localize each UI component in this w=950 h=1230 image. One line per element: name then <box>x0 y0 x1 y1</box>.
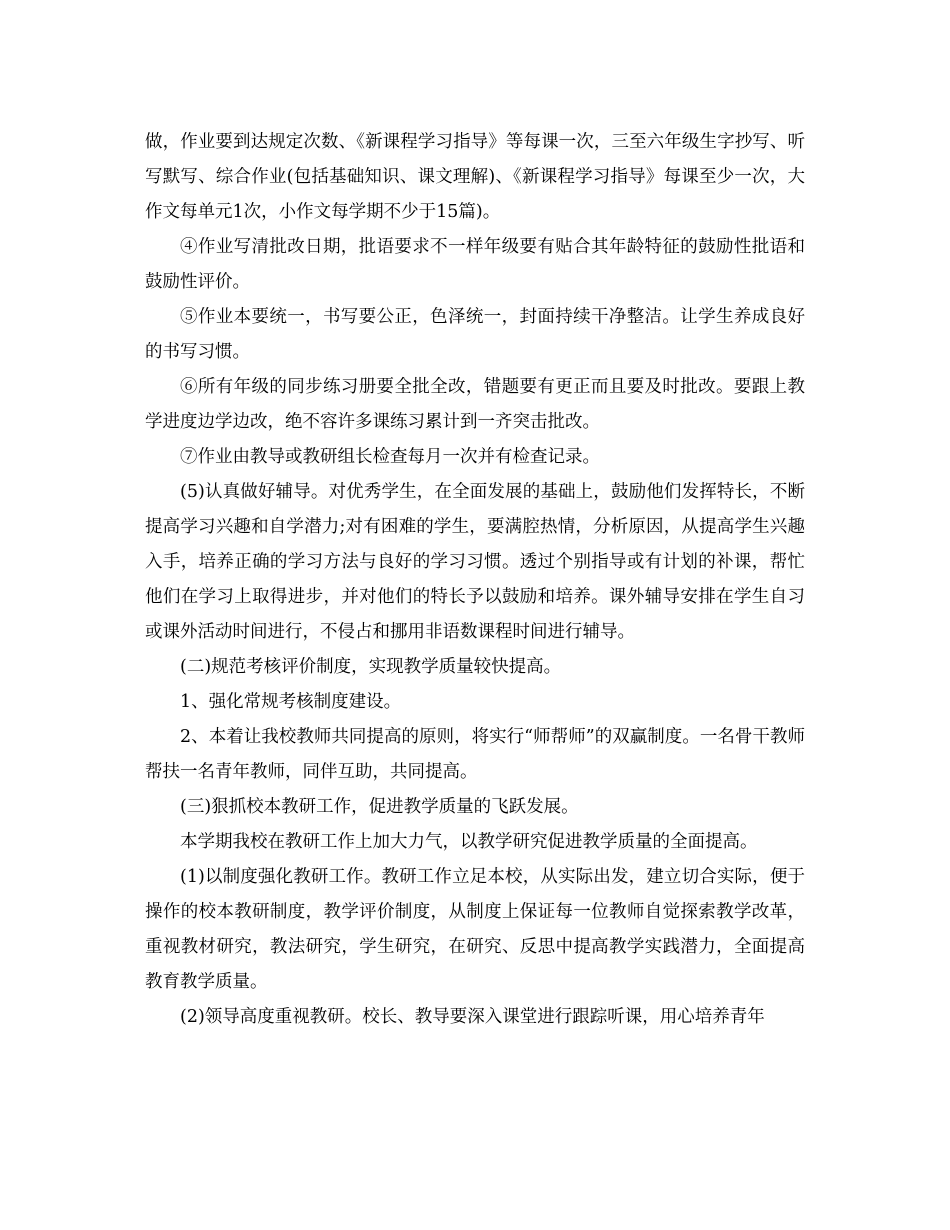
paragraph: 1、强化常规考核制度建设。 <box>180 692 402 712</box>
paragraph: ⑦作业由教导或教研组长检查每月一次并有检查记录。 <box>180 447 600 467</box>
paragraph: (2)领导高度重视教研。校长、教导要深入课堂进行跟踪听课，用心培养青年 <box>180 1007 765 1027</box>
paragraph: 2、本着让我校教师共同提高的原则，将实行“师帮师”的双赢制度。一名骨干教师帮扶一名青年教师，同伴互助，共同提高。 <box>145 727 805 782</box>
paragraph: ⑤作业本要统一，书写要公正，色泽统一，封面持续干净整洁。让学生养成良好的书写习惯。 <box>145 307 805 362</box>
paragraph: (1)以制度强化教研工作。教研工作立足本校，从实际出发，建立切合实际，便于操作的校本教研制度，教学评价制度，从制度上保证每一位教师自觉探索教学改革，重视教材研究，教法研究，学生研究，在研究、反思中提高教学实践潜力，全面提高教育教学质量。 <box>145 867 805 992</box>
paragraph: ④作业写清批改日期，批语要求不一样年级要有贴合其年龄特征的鼓励性批语和鼓励性评价。 <box>145 237 805 292</box>
document-page <box>145 125 805 1035</box>
paragraph: ⑥所有年级的同步练习册要全批全改，错题要有更正而且要及时批改。要跟上教学进度边学边改，绝不容许多课练习累计到一齐突击批改。 <box>145 377 805 432</box>
section-heading: (二)规范考核评价制度，实现教学质量较快提高。 <box>180 657 562 677</box>
paragraph: (5)认真做好辅导。对优秀学生，在全面发展的基础上，鼓励他们发挥特长，不断提高学习兴趣和自学潜力;对有困难的学生，要满腔热情，分析原因，从提高学生兴趣入手，培养正确的学习方法与良好的学习习惯。透过个别指导或有计划的补课，帮忙他们在学习上取得进步，并对他们的特长予以鼓励和培养。课外辅导安排在学生自习或课外活动时间进行，不侵占和挪用非语数课程时间进行辅导。 <box>145 482 805 642</box>
section-heading: (三)狠抓校本教研工作，促进教学质量的飞跃发展。 <box>180 797 579 817</box>
paragraph: 做，作业要到达规定次数、《新课程学习指导》等每课一次，三至六年级生字抄写、听写默写、综合作业(包括基础知识、课文理解)、《新课程学习指导》每课至少一次，大作文每单元1次，小作文每学期不少于15篇)。 <box>145 132 805 222</box>
paragraph: 本学期我校在教研工作上加大力气，以教学研究促进教学质量的全面提高。 <box>180 832 758 852</box>
